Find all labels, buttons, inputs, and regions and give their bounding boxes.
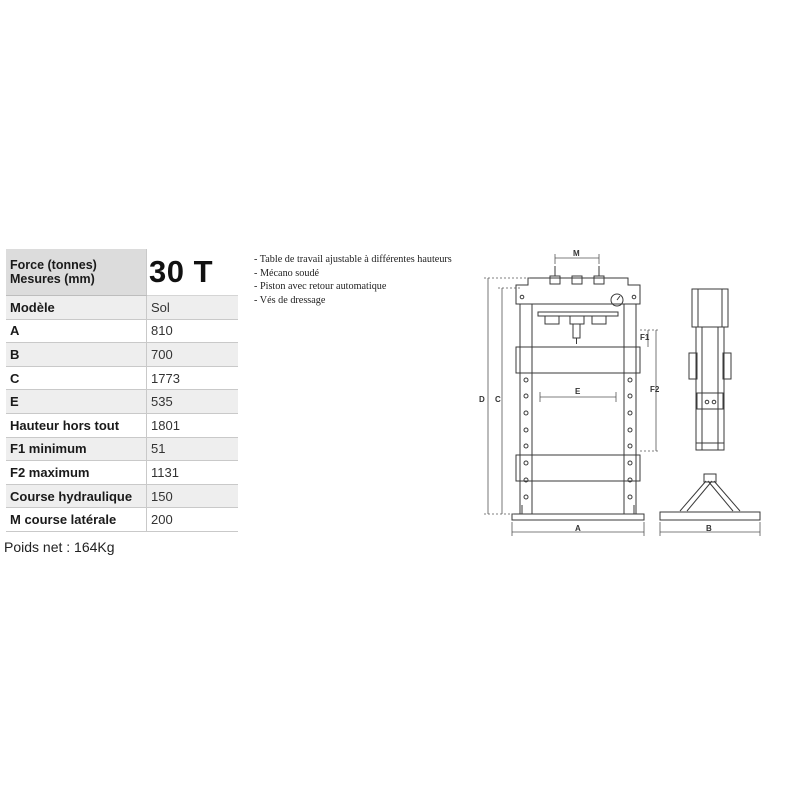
dim-label-d: D: [479, 395, 485, 404]
row-label: M course latérale: [6, 508, 147, 532]
row-label: B: [6, 343, 147, 367]
row-value: 200: [147, 508, 239, 532]
side-column: [696, 327, 724, 450]
row-label: Hauteur hors tout: [6, 413, 147, 437]
row-value: 535: [147, 390, 239, 414]
dimension-labels: [479, 249, 712, 533]
dim-label-f2: F2: [650, 385, 660, 394]
dim-label-a: A: [575, 524, 581, 533]
side-head: [692, 289, 728, 327]
side-view: [660, 289, 760, 536]
feature-item: - Table de travail ajustable à différentes hauteurs: [254, 253, 452, 267]
dimension-lines: [484, 254, 660, 536]
bolt: [550, 276, 560, 284]
feature-item: - Piston avec retour automatique: [254, 280, 452, 294]
lower-table: [516, 455, 640, 481]
dim-label-b: B: [706, 524, 712, 533]
feature-item: - Vés de dressage: [254, 294, 452, 308]
dim-label-e: E: [575, 387, 581, 396]
row-value: 1131: [147, 461, 239, 485]
row-label: Modèle: [6, 296, 147, 320]
press-head: [516, 278, 640, 304]
dim-label-m: M: [573, 249, 580, 258]
row-label: Course hydraulique: [6, 484, 147, 508]
upper-table: [516, 347, 640, 373]
row-value: 810: [147, 319, 239, 343]
force-value: 30 T: [147, 249, 239, 296]
hole: [520, 295, 524, 299]
bolt: [594, 276, 604, 284]
side-base: [660, 512, 760, 520]
row-label: E: [6, 390, 147, 414]
front-view: [484, 254, 660, 536]
hole: [632, 295, 636, 299]
row-value: 1801: [147, 413, 239, 437]
row-value: 700: [147, 343, 239, 367]
measures-label: Mesures (mm): [10, 272, 95, 286]
net-weight: Poids net : 164Kg: [4, 539, 115, 555]
row-label: C: [6, 366, 147, 390]
row-value: Sol: [147, 296, 239, 320]
press-base: [512, 514, 644, 520]
row-value: 150: [147, 484, 239, 508]
row-value: 1773: [147, 366, 239, 390]
dim-label-c: C: [495, 395, 501, 404]
row-label: F1 minimum: [6, 437, 147, 461]
row-label: A: [6, 319, 147, 343]
piston: [573, 324, 580, 338]
force-label: Force (tonnes): [10, 258, 97, 272]
cylinder-rail: [538, 312, 618, 316]
row-value: 51: [147, 437, 239, 461]
row-label: F2 maximum: [6, 461, 147, 485]
feature-item: - Mécano soudé: [254, 267, 452, 281]
bolt: [572, 276, 582, 284]
dim-label-f1: F1: [640, 333, 650, 342]
